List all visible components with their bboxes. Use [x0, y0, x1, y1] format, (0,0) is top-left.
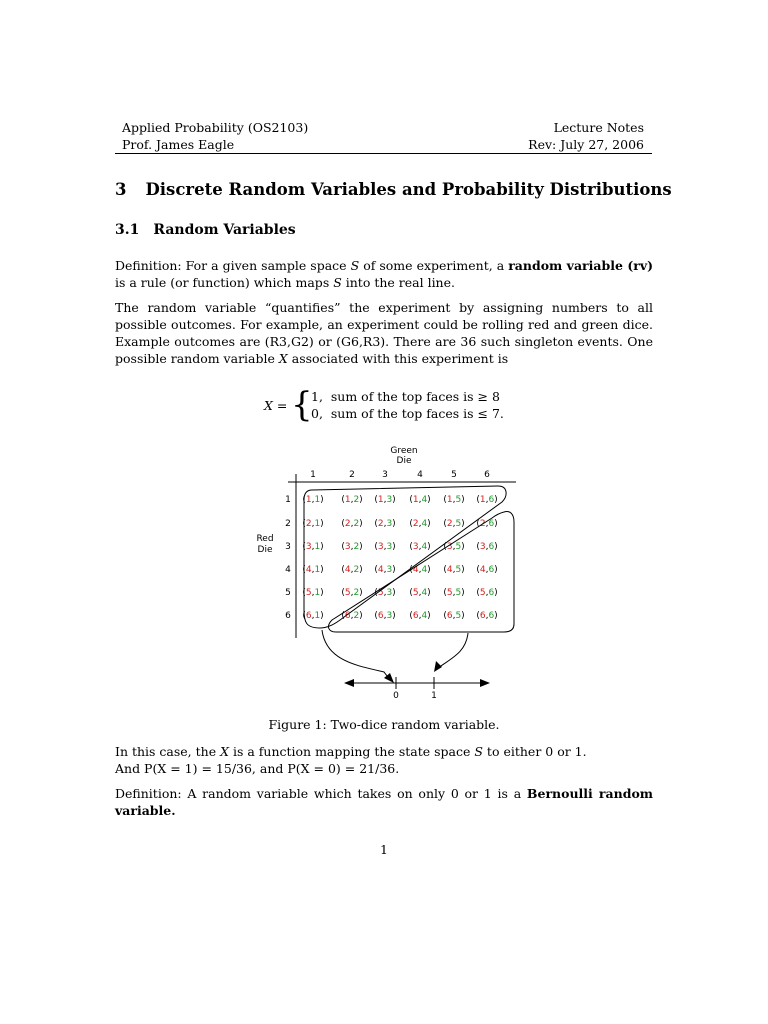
equation-brace: { [291, 385, 313, 425]
arrow-to-zero [322, 630, 390, 680]
header-rule [115, 153, 652, 154]
section-number: 3 [115, 180, 127, 199]
outcome-cell: (4,1) [302, 565, 324, 575]
outcome-cell: (5,3) [374, 588, 396, 598]
outcome-cell: (1,1) [302, 495, 324, 505]
red-die-row-label: 2 [285, 519, 291, 529]
outcome-cell: (5,4) [409, 588, 431, 598]
figure-caption: Figure 1: Two-dice random variable. [268, 717, 500, 732]
red-die-row-label: 5 [285, 588, 291, 598]
green-die-col-label: 2 [349, 470, 355, 480]
intro-paragraph: The random variable “quantifies” the experiment by assigning numbers to all possible outcomes. For example, an experiment could be rolling red and green dice. Example outcomes are (R3,G2) or (G6,R3). There are 36 such singleton events. One possible random variable X associated with this experiment is [115, 300, 653, 366]
mapping-paragraph: In this case, the X is a function mapping the state space S to either 0 or 1. And P(X = 1) = 15/36, and P(X = 0) = 21/36. [115, 743, 653, 777]
green-die-title-1: Green [390, 446, 418, 456]
outcome-cell: (6,4) [409, 611, 431, 621]
two-dice-figure [240, 440, 530, 705]
axis-label-1: 1 [431, 691, 437, 701]
red-die-row-label: 1 [285, 495, 291, 505]
green-die-title-2: Die [396, 456, 412, 466]
outcome-cell: (5,6) [476, 588, 498, 598]
outcome-cell: (4,6) [476, 565, 498, 575]
header-course: Applied Probability (OS2103) [122, 120, 309, 135]
outcome-cell: (5,5) [443, 588, 465, 598]
arrow-to-one [438, 633, 468, 668]
green-die-col-label: 3 [382, 470, 388, 480]
region-sum-le-7 [304, 486, 506, 628]
probability-line: And P(X = 1) = 15/36, and P(X = 0) = 21/36. [115, 761, 400, 776]
outcome-cell: (6,1) [302, 611, 324, 621]
red-die-title-1: Red [256, 534, 274, 544]
outcome-cell: (3,2) [341, 542, 363, 552]
subsection-number: 3.1 [115, 222, 140, 238]
outcome-cell: (1,3) [374, 495, 396, 505]
header-rev: Rev: July 27, 2006 [528, 137, 644, 152]
section-title: Discrete Random Variables and Probability Distributions [145, 180, 672, 199]
outcome-cell: (2,6) [476, 519, 498, 529]
section-heading [115, 180, 672, 199]
outcome-cell: (2,3) [374, 519, 396, 529]
outcome-cell: (4,5) [443, 565, 465, 575]
green-die-col-label: 1 [310, 470, 316, 480]
outcome-cell: (3,3) [374, 542, 396, 552]
outcome-cell: (6,2) [341, 611, 363, 621]
red-die-title-2: Die [257, 545, 273, 555]
red-die-row-label: 6 [285, 611, 291, 621]
outcome-cell: (2,2) [341, 519, 363, 529]
red-die-row-label: 3 [285, 542, 291, 552]
outcome-cell: (5,2) [341, 588, 363, 598]
outcome-cell: (3,6) [476, 542, 498, 552]
outcome-cell: (1,6) [476, 495, 498, 505]
outcome-cell: (4,4) [409, 565, 431, 575]
green-die-col-label: 5 [451, 470, 457, 480]
outcome-cell: (3,4) [409, 542, 431, 552]
outcome-cell: (2,5) [443, 519, 465, 529]
page-number: 1 [380, 842, 388, 857]
outcome-cell: (6,3) [374, 611, 396, 621]
outcome-cell: (6,5) [443, 611, 465, 621]
outcome-cell: (2,1) [302, 519, 324, 529]
outcome-cell: (5,1) [302, 588, 324, 598]
real-line-right-arrow [480, 679, 490, 687]
outcome-cell: (3,1) [302, 542, 324, 552]
outcome-cell: (3,5) [443, 542, 465, 552]
red-die-row-label: 4 [285, 565, 291, 575]
definition-paragraph: Definition: For a given sample space S of some experiment, a random variable (rv) is a rule (or function) which maps S into the real line. [115, 258, 653, 290]
equation-case-1: 1, sum of the top faces is ≥ 8 [311, 389, 500, 404]
outcome-cell: (1,5) [443, 495, 465, 505]
subsection-heading [115, 222, 296, 238]
equation-case-2: 0, sum of the top faces is ≤ 7. [311, 406, 504, 421]
bernoulli-definition: Definition: A random variable which takes on only 0 or 1 is a Bernoulli random variable. [115, 786, 654, 818]
equation-lhs: X = [264, 398, 288, 413]
outcome-cell: (1,2) [341, 495, 363, 505]
arrow-to-one-head [434, 661, 442, 672]
outcome-cell: (1,4) [409, 495, 431, 505]
header-doc-type: Lecture Notes [553, 120, 644, 135]
real-line-left-arrow [344, 679, 354, 687]
outcome-cell: (4,3) [374, 565, 396, 575]
outcome-cell: (4,2) [341, 565, 363, 575]
header-prof: Prof. James Eagle [122, 137, 235, 152]
green-die-col-label: 4 [417, 470, 423, 480]
outcome-cell: (2,4) [409, 519, 431, 529]
green-die-col-label: 6 [484, 470, 490, 480]
subsection-title: Random Variables [153, 222, 296, 238]
outcome-cell: (6,6) [476, 611, 498, 621]
axis-label-0: 0 [393, 691, 399, 701]
